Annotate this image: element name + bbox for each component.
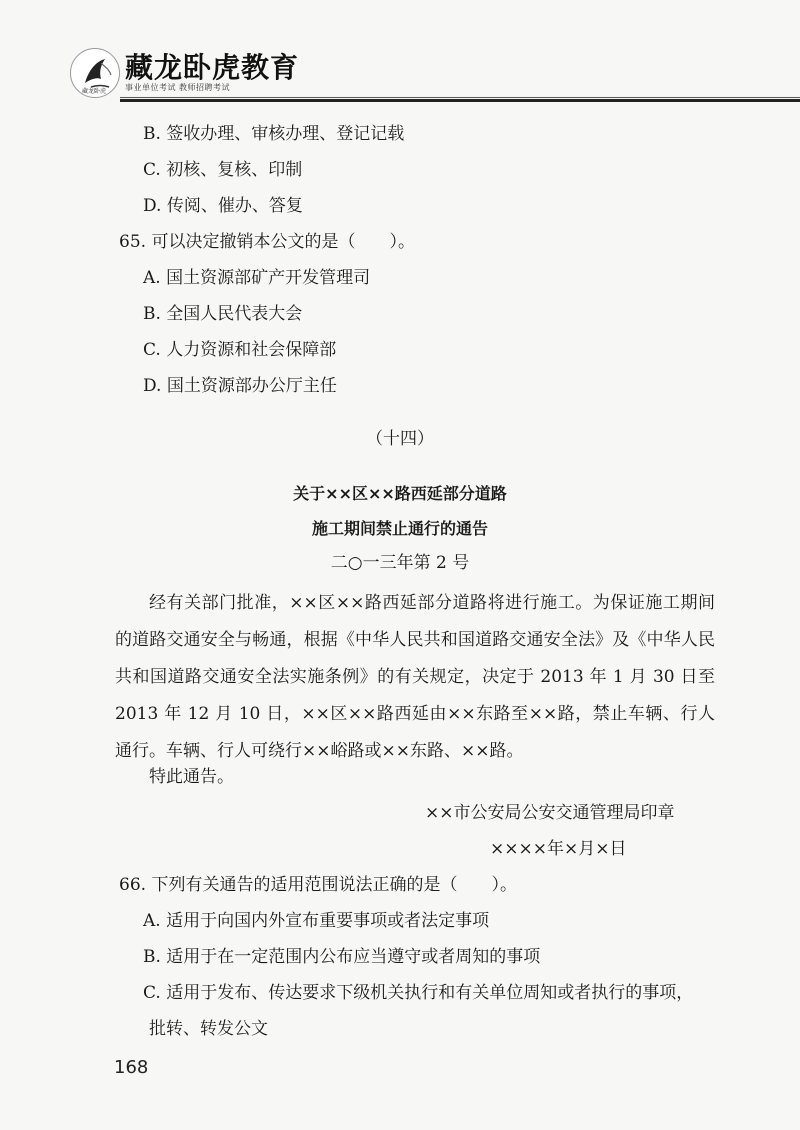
question-65-option-a: A. 国土资源部矿产开发管理司 bbox=[143, 268, 371, 288]
notice-title-line-1: 关于××区××路西延部分道路 bbox=[293, 484, 507, 503]
notice-closing: 特此通告。 bbox=[149, 767, 234, 787]
header-rule-thin bbox=[120, 97, 800, 98]
question-65-option-c: C. 人力资源和社会保障部 bbox=[143, 340, 337, 360]
notice-title-line-2: 施工期间禁止通行的通告 bbox=[311, 519, 488, 538]
question-66-stem: 66. 下列有关通告的适用范围说法正确的是（ ）。 bbox=[119, 875, 517, 895]
notice-signature: ××市公安局公安交通管理局印章 bbox=[425, 803, 675, 823]
section-heading: （十四） bbox=[366, 429, 434, 449]
header-rule-thick bbox=[120, 99, 800, 102]
document-number: 二○一三年第 2 号 bbox=[330, 553, 470, 573]
question-66-option-c: C. 适用于发布、传达要求下级机关执行和有关单位周知或者执行的事项， bbox=[143, 983, 694, 1003]
page-number: 168 bbox=[114, 1057, 149, 1078]
logo-caption: 藏龙卧虎 bbox=[81, 88, 106, 95]
question-65-stem: 65. 可以决定撤销本公文的是（ ）。 bbox=[119, 232, 415, 252]
question-66-option-c-cont: 批转、转发公文 bbox=[149, 1019, 268, 1039]
question-66-option-a: A. 适用于向国内外宣布重要事项或者法定事项 bbox=[143, 911, 490, 931]
page-header bbox=[0, 0, 800, 105]
option-d-prev: D. 传阅、催办、答复 bbox=[143, 196, 303, 216]
question-66-option-b: B. 适用于在一定范围内公布应当遵守或者周知的事项 bbox=[143, 947, 541, 967]
option-c-prev: C. 初核、复核、印制 bbox=[143, 160, 303, 180]
question-65-option-d: D. 国土资源部办公厅主任 bbox=[143, 376, 337, 396]
brand-tagline: 事业单位考试 教师招聘考试 bbox=[125, 83, 231, 92]
notice-body: 经有关部门批准，××区××路西延部分道路将进行施工。为保证施工期间的道路交通安全与畅通，根据《中华人民共和国道路交通安全法》及《中华人民共和国道路交通安全法实施条例》的有关规定，决定于 2013 年 1 月 30 日至 2013 年 12 月 10 日，××区××路西延由××东路至××路，禁止车辆、行人通行。车辆、行人可绕行××峪路或××东路、××路。 bbox=[115, 593, 715, 761]
option-b-prev: B. 签收办理、审核办理、登记记载 bbox=[143, 124, 405, 144]
notice-date: ××××年×月×日 bbox=[490, 839, 627, 859]
question-65-option-b: B. 全国人民代表大会 bbox=[143, 304, 303, 324]
brand-name: 藏龙卧虎教育 bbox=[125, 51, 300, 84]
